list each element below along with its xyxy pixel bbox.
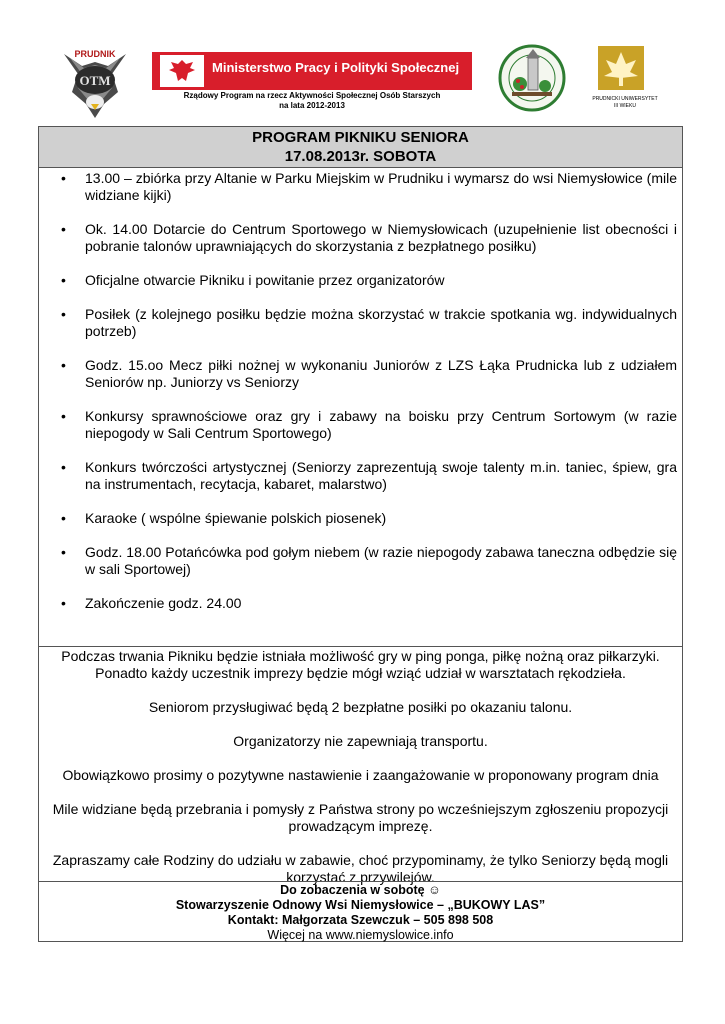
list-item	[61, 459, 677, 493]
note-paragraph: Mile widziane będą przebrania i pomysły z Państwa strony po wcześniejszym zgłoszeniu propozycji prowadzącym imprezę.	[52, 801, 669, 834]
list-item	[61, 595, 677, 612]
list-item	[61, 306, 677, 340]
program-list	[61, 170, 677, 629]
list-item-text: Zakończenie godz. 24.00	[85, 595, 242, 611]
list-item	[61, 357, 677, 391]
list-item-text: Godz. 15.oo Mecz piłki nożnej w wykonaniu Juniorów z LZS Łąka Prudnicka lub z udziałem Seniorów np. Juniorzy vs Seniorzy	[85, 357, 677, 390]
list-item-text: Ok. 14.00 Dotarcie do Centrum Sportowego w Niemysłowicach (uzupełnienie list obecności i pobranie talonów uprawniających do skorzystania z bezpłatnego posiłku)	[85, 221, 677, 254]
program-line-1: Rządowy Program na rzecz Aktywności Społecznej Osób Starszych	[183, 91, 441, 100]
bullet-icon: •	[61, 221, 66, 237]
website-link[interactable]: Więcej na www.niemyslowice.info	[267, 928, 454, 942]
list-item	[61, 221, 677, 255]
list-item-text: Karaoke ( wspólne śpiewanie polskich piosenek)	[85, 510, 387, 526]
list-item-text: 13.00 – zbiórka przy Altanie w Parku Miejskim w Prudniku i wymarsz do wsi Niemysłowice (mile widziane kijki)	[85, 170, 677, 203]
bullet-icon: •	[61, 357, 66, 373]
bullet-icon: •	[61, 408, 66, 424]
farewell-line: Do zobaczenia w sobotę ☺	[280, 883, 441, 897]
list-item	[61, 170, 677, 204]
program-header	[39, 127, 682, 168]
note-paragraph: Seniorom przysługiwać będą 2 bezpłatne posiłki po okazaniu talonu.	[148, 699, 573, 715]
organizer-name: Stowarzyszenie Odnowy Wsi Niemysłowice – „BUKOWY LAS”	[175, 898, 546, 912]
bullet-icon: •	[61, 544, 66, 560]
notes-section	[43, 648, 678, 886]
association-seal-logo	[498, 44, 566, 112]
contact-line: Kontakt: Małgorzata Szewczuk – 505 898 508	[227, 913, 494, 927]
list-item-text: Posiłek (z kolejnego posiłku będzie można skorzystać w trakcie spotkania wg. indywidualnych potrzeb)	[85, 306, 677, 339]
bullet-icon: •	[61, 306, 66, 322]
list-item	[61, 272, 677, 289]
note-paragraph: Zapraszamy całe Rodziny do udziału w zabawie, choć przypominamy, że tylko Seniorzy będą mogli korzystać z przywilejów.	[52, 852, 669, 885]
section-divider	[39, 646, 682, 647]
footer-divider	[39, 881, 682, 882]
program-line-2: na lata 2012-2013	[279, 101, 345, 110]
note-paragraph: Podczas trwania Pikniku będzie istniała możliwość gry w ping ponga, piłkę nożną oraz piłkarzyki. Ponadto każdy uczestnik imprezy będzie mógł wziąć udział w warsztatach rękodzieła.	[61, 648, 660, 681]
note-paragraph: Organizatorzy nie zapewniają transportu.	[233, 733, 488, 749]
university-name: PRUDNICKI UNIWERSYTET III WIEKU	[592, 96, 658, 109]
list-item-text: Oficjalne otwarcie Pikniku i powitanie przez organizatorów	[85, 272, 445, 288]
program-frame	[38, 126, 683, 942]
list-item	[61, 510, 677, 527]
bullet-icon: •	[61, 272, 66, 288]
list-item	[61, 408, 677, 442]
svg-text:PRUDNIK: PRUDNIK	[74, 49, 116, 59]
list-item-text: Konkursy sprawnościowe oraz gry i zabawy na boisku przy Centrum Sortowym (w razie niepogody w Sali Centrum Sportowego)	[85, 408, 677, 441]
page-title: PROGRAM PIKNIKU SENIORA	[252, 129, 469, 146]
bullet-icon: •	[61, 595, 66, 611]
svg-text:OTM: OTM	[79, 73, 111, 88]
bullet-icon: •	[61, 459, 66, 475]
contact-footer	[39, 883, 682, 943]
list-item-text: Konkurs twórczości artystycznej (Seniorzy zaprezentują swoje talenty m.in. taniec, śpiew, gra na instrumentach, recytacja, kabaret, malarstwo)	[85, 459, 677, 492]
list-item-text: Godz. 18.00 Potańcówka pod gołym niebem (w razie niepogody zabawa taneczna odbędzie się w sali Sportowej)	[85, 544, 677, 577]
logo-bar	[0, 40, 725, 120]
government-program-text	[152, 91, 472, 111]
note-paragraph: Obowiązkowo prosimy o pozytywne nastawienie i zaangażowanie w proponowany program dnia	[62, 767, 659, 783]
ministry-title: Ministerstwo Pracy i Polityki Społecznej	[212, 60, 460, 75]
event-date: 17.08.2013r. SOBOTA	[284, 148, 437, 165]
bullet-icon: •	[61, 510, 66, 526]
university-logo	[590, 44, 666, 120]
list-item	[61, 544, 677, 578]
prudnik-otm-logo	[58, 44, 132, 120]
bullet-icon: •	[61, 170, 66, 186]
ministry-banner	[152, 52, 472, 90]
university-emblem-icon	[598, 46, 644, 90]
polish-eagle-icon	[160, 55, 204, 87]
